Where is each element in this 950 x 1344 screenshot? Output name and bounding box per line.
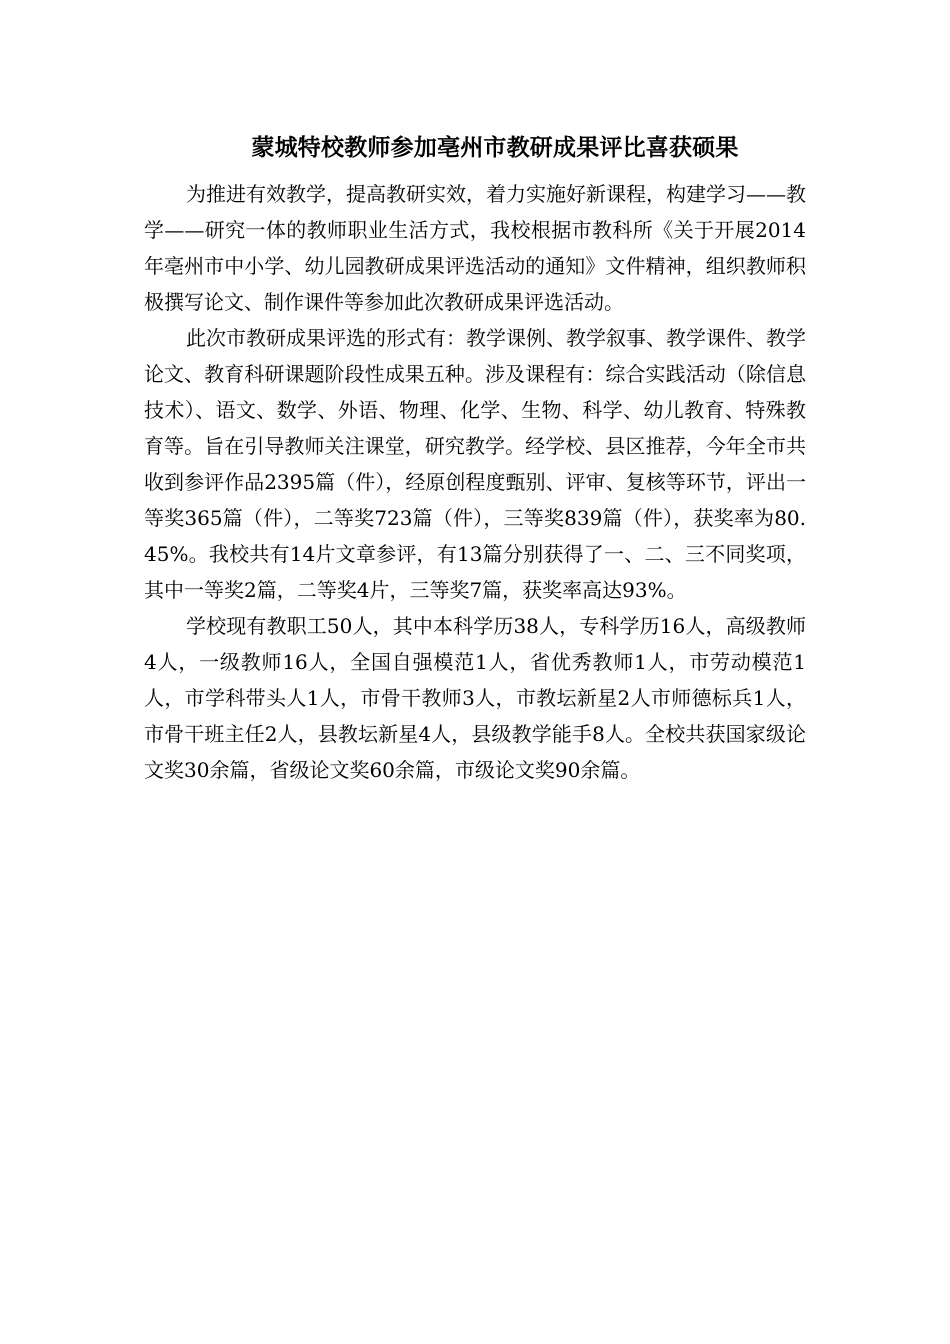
paragraph-intro: 为推进有效教学，提高教研实效，着力实施好新课程，构建学习——教学——研究一体的教师职业生活方式，我校根据市教科所《关于开展2014年亳州市中小学、幼儿园教研成果评选活动的通知》文件精神，组织教师积极撰写论文、制作课件等参加此次教研成果评选活动。 <box>144 182 806 314</box>
paragraph-staff: 学校现有教职工50人，其中本科学历38人，专科学历16人，高级教师4人，一级教师16人，全国自强模范1人，省优秀教师1人，市劳动模范1人，市学科带头人1人，市骨干教师3人，市教坛新星2人市师德标兵1人，市骨干班主任2人，县教坛新星4人，县级教学能手8人。全校共获国家级论文奖30余篇，省级论文奖60余篇，市级论文奖90余篇。 <box>144 614 806 782</box>
document-body <box>144 128 806 788</box>
document-title: 蒙城特校教师参加亳州市教研成果评比喜获硕果 <box>251 134 739 161</box>
paragraph-results: 此次市教研成果评选的形式有：教学课例、教学叙事、教学课件、教学论文、教育科研课题阶段性成果五种。涉及课程有：综合实践活动（除信息技术）、语文、数学、外语、物理、化学、生物、科学、幼儿教育、特殊教育等。旨在引导教师关注课堂，研究教学。经学校、县区推荐，今年全市共收到参评作品2395篇（件），经原创程度甄别、评审、复核等环节，评出一等奖365篇（件），二等奖723篇（件），三等奖839篇（件），获奖率为80.45%。我校共有14片文章参评，有13篇分别获得了一、二、三不同奖项，其中一等奖2篇，二等奖4片，三等奖7篇，获奖率高达93%。 <box>144 326 806 602</box>
